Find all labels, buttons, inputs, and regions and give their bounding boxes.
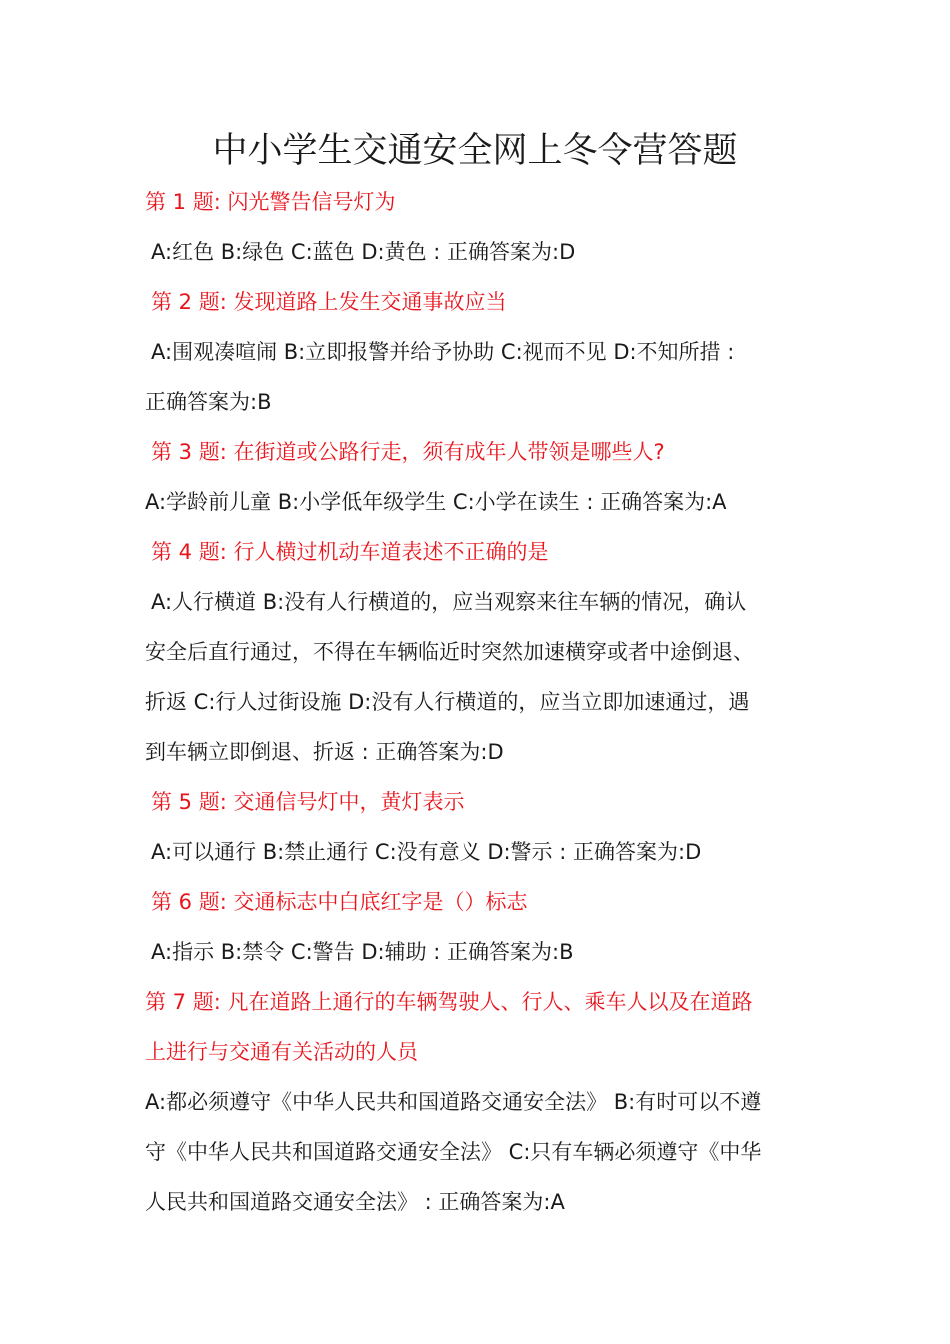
quiz-content — [145, 177, 825, 1227]
answer-4-line-2: 安全后直行通过，不得在车辆临近时突然加速横穿或者中途倒退、 — [145, 640, 754, 664]
question-7-line-1: 第 7 题: 凡在道路上通行的车辆驾驶人、行人、乘车人以及在道路 — [145, 990, 753, 1014]
question-6: 第 6 题: 交通标志中白底红字是（）标志 — [151, 890, 528, 914]
answer-4-line-1: A:人行横道 B:没有人行横道的，应当观察来往车辆的情况，确认 — [151, 590, 747, 614]
answer-4-line-4: 到车辆立即倒退、折返 : 正确答案为:D — [145, 740, 504, 764]
answer-7-line-1: A:都必须遵守《中华人民共和国道路交通安全法》 B:有时可以不遵 — [145, 1090, 762, 1114]
answer-7-line-3: 人民共和国道路交通安全法》 : 正确答案为:A — [145, 1190, 565, 1214]
page-title: 中小学生交通安全网上冬令营答题 — [212, 131, 738, 171]
answer-4-line-3: 折返 C:行人过街设施 D:没有人行横道的，应当立即加速通过，遇 — [145, 690, 750, 714]
question-3: 第 3 题: 在街道或公路行走，须有成年人带领是哪些人? — [151, 440, 665, 464]
question-7-line-2: 上进行与交通有关活动的人员 — [145, 1040, 418, 1064]
answer-2-line-2: 正确答案为:B — [145, 390, 272, 414]
answer-5: A:可以通行 B:禁止通行 C:没有意义 D:警示 : 正确答案为:D — [151, 840, 702, 864]
answer-6: A:指示 B:禁令 C:警告 D:辅助 : 正确答案为:B — [151, 940, 574, 964]
answer-1: A:红色 B:绿色 C:蓝色 D:黄色 : 正确答案为:D — [151, 240, 576, 264]
question-4: 第 4 题: 行人横过机动车道表述不正确的是 — [151, 540, 549, 564]
question-2: 第 2 题: 发现道路上发生交通事故应当 — [151, 290, 507, 314]
answer-7-line-2: 守《中华人民共和国道路交通安全法》 C:只有车辆必须遵守《中华 — [145, 1140, 762, 1164]
question-1: 第 1 题: 闪光警告信号灯为 — [145, 190, 396, 214]
answer-3: A:学龄前儿童 B:小学低年级学生 C:小学在读生 : 正确答案为:A — [145, 490, 727, 514]
answer-2-line-1: A:围观凑喧闹 B:立即报警并给予协助 C:视而不见 D:不知所措 : — [151, 340, 735, 364]
question-5: 第 5 题: 交通信号灯中，黄灯表示 — [151, 790, 465, 814]
